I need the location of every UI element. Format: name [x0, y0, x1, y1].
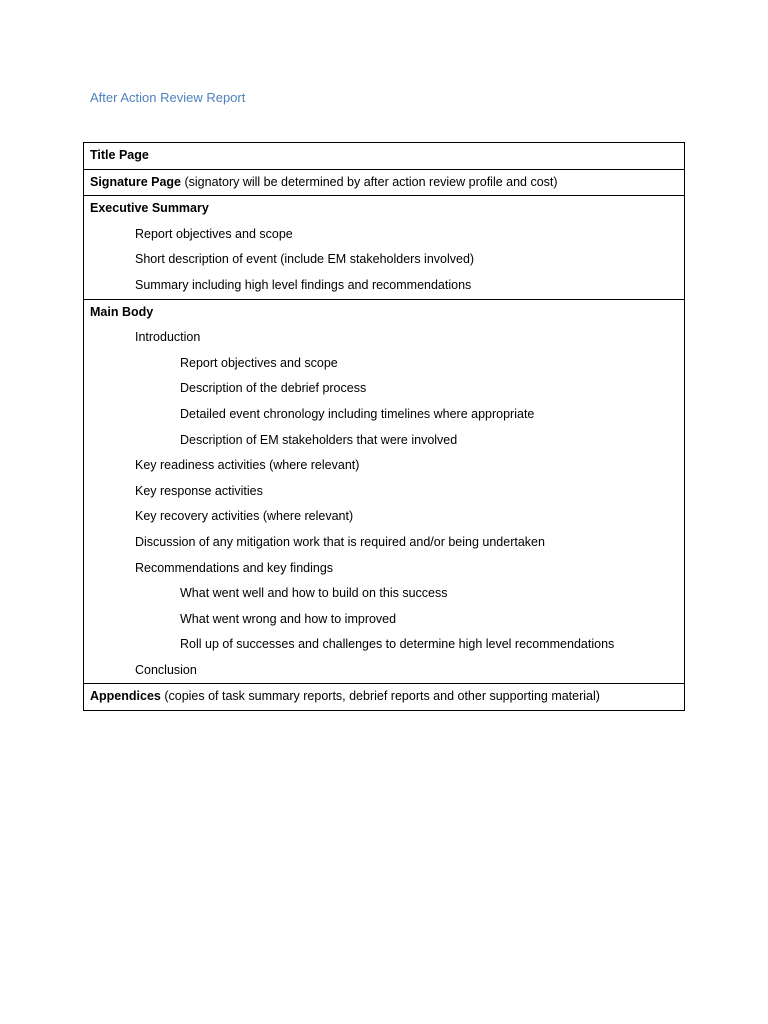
report-outline-table: [83, 142, 685, 711]
table-row-executive-summary: [84, 196, 685, 299]
cell-title-page: [84, 143, 685, 170]
executive-summary-item: Short description of event (include EM stakeholders involved): [135, 252, 475, 267]
table-row-main-body: [84, 299, 685, 684]
activity-item: Key response activities: [135, 483, 263, 498]
appendices-note: (copies of task summary reports, debrief reports and other supporting material): [160, 689, 600, 704]
conclusion-label: Conclusion: [135, 662, 197, 677]
recommendations-label: Recommendations and key findings: [135, 560, 334, 575]
signature-page-note: (signatory will be determined by after action review profile and cost): [181, 174, 558, 189]
title-page-heading: Title Page: [90, 148, 149, 162]
cell-signature-page: [84, 169, 685, 196]
activity-item: Discussion of any mitigation work that is required and/or being undertaken: [135, 534, 545, 549]
executive-summary-item: Summary including high level findings and recommendations: [135, 277, 472, 292]
recommendations-item: Roll up of successes and challenges to determine high level recommendations: [180, 637, 615, 652]
signature-page-heading: Signature Page: [90, 174, 181, 189]
activity-item: Key recovery activities (where relevant): [135, 509, 354, 524]
signature-page-line: [90, 170, 684, 196]
table-row-appendices: [84, 684, 685, 711]
table-row-signature-page: [84, 169, 685, 196]
introduction-item: Report objectives and scope: [180, 355, 338, 370]
introduction-item: Detailed event chronology including timelines where appropriate: [180, 406, 535, 421]
recommendations-item: What went well and how to build on this success: [180, 586, 448, 601]
introduction-item: Description of EM stakeholders that were involved: [180, 432, 458, 447]
activity-item: Key readiness activities (where relevant): [135, 458, 360, 473]
executive-summary-item: Report objectives and scope: [135, 226, 293, 241]
appendices-line: [90, 684, 684, 710]
document-title: After Action Review Report: [90, 90, 246, 105]
recommendations-item: What went wrong and how to improved: [180, 611, 397, 626]
cell-appendices: [84, 684, 685, 711]
table-row-title-page: [84, 143, 685, 170]
appendices-heading: Appendices: [90, 689, 161, 704]
executive-summary-heading: Executive Summary: [90, 201, 209, 216]
introduction-label: Introduction: [135, 330, 201, 345]
main-body-heading: Main Body: [90, 304, 154, 319]
cell-main-body: [84, 299, 685, 684]
cell-executive-summary: [84, 196, 685, 299]
introduction-item: Description of the debrief process: [180, 381, 367, 396]
